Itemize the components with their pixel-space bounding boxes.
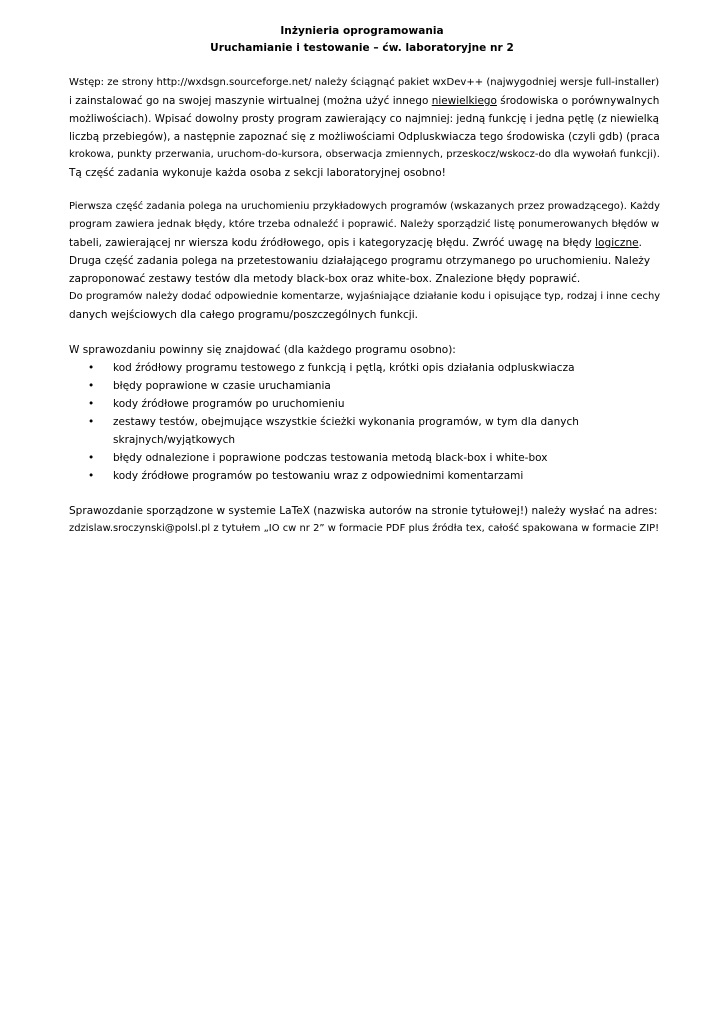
- bullet-icon: •: [88, 380, 95, 392]
- list-item-continuation: skrajnych/wyjątkowych: [113, 434, 236, 446]
- task-line-3-text-a: tabeli, zawierającej nr wiersza kodu źródłowego, opis i kategoryzację błędu. Zwróć uwagę na błędy: [69, 237, 596, 249]
- report-intro: W sprawozdaniu powinny się znajdować (dla każdego programu osobno):: [69, 344, 456, 356]
- bullet-icon: •: [88, 398, 95, 410]
- bullet-icon: •: [88, 416, 95, 428]
- task-line-6: Do programów należy dodać odpowiednie komentarze, wyjaśniające działanie kodu i opisujące typ, rodzaj i inne cechy: [69, 291, 661, 302]
- bullet-icon: •: [88, 452, 95, 464]
- bullet-icon: •: [88, 362, 95, 374]
- intro-line-5: krokowa, punkty przerwania, uruchom-do-kursora, obserwacja zmiennych, przeskocz/wskocz-do dla wywołań funkcji).: [69, 149, 660, 160]
- bullet-icon: •: [88, 470, 95, 482]
- task-line-3: [69, 237, 642, 249]
- task-line-5: zaproponować zestawy testów dla metody black-box oraz white-box. Znalezione błędy poprawić.: [69, 273, 581, 285]
- intro-line-4: liczbą przebiegów), a następnie zapoznać się z możliwościami Odpluskwiacza tego środowiska (czyli gdb) (praca: [69, 131, 660, 143]
- closing-line-2: zdzislaw.sroczynski@polsl.pl z tytułem „IO cw nr 2” w formacie PDF plus źródła tex, całość spakowana w formacie ZIP!: [69, 523, 660, 534]
- underlined-word: niewielkiego: [431, 95, 497, 107]
- intro-line-2-text-a: i zainstalować go na swojej maszynie wirtualnej (można użyć innego: [69, 95, 432, 107]
- task-line-7: danych wejściowych dla całego programu/poszczególnych funkcji.: [69, 309, 419, 321]
- underlined-word: logiczne: [595, 237, 639, 249]
- list-item: kod źródłowy programu testowego z funkcją i pętlą, krótki opis działania odpluskwiacza: [113, 362, 575, 374]
- list-item: błędy odnalezione i poprawione podczas testowania metodą black-box i white-box: [113, 452, 548, 464]
- intro-line-2-text-b: środowiska o porównywalnych: [496, 95, 660, 107]
- intro-line-1: Wstęp: ze strony http://wxdsgn.sourceforge.net/ należy ściągnąć pakiet wxDev++ (najwygodniej wersje full-installer): [69, 77, 660, 88]
- closing-line-1: Sprawozdanie sporządzone w systemie LaTeX (nazwiska autorów na stronie tytułowej!) należy wysłać na adres:: [69, 505, 658, 517]
- document-subtitle: Uruchamianie i testowanie – ćw. laboratoryjne nr 2: [210, 42, 514, 54]
- document-title: Inżynieria oprogramowania: [280, 25, 444, 37]
- list-item: błędy poprawione w czasie uruchamiania: [113, 380, 331, 392]
- intro-line-6: Tą część zadania wykonuje każda osoba z sekcji laboratoryjnej osobno!: [69, 167, 446, 179]
- task-line-4: Druga część zadania polega na przetestowaniu działającego programu otrzymanego po uruchomieniu. Należy: [69, 255, 651, 267]
- task-line-3-text-b: .: [638, 237, 642, 249]
- task-line-2: program zawiera jednak błędy, które trzeba odnaleźć i poprawić. Należy sporządzić listę ponumerowanych błędów w: [69, 219, 660, 230]
- list-item: kody źródłowe programów po testowaniu wraz z odpowiednimi komentarzami: [113, 470, 524, 482]
- list-item: zestawy testów, obejmujące wszystkie ścieżki wykonania programów, w tym dla danych: [113, 416, 579, 428]
- intro-line-3: możliwościach). Wpisać dowolny prosty program zawierający co najmniej: jedną funkcję i jedna pętlę (z niewielką: [69, 113, 659, 125]
- task-line-1: Pierwsza część zadania polega na uruchomieniu przykładowych programów (wskazanych przez prowadzącego). Każdy: [69, 201, 661, 212]
- intro-line-2: [69, 95, 659, 107]
- list-item: kody źródłowe programów po uruchomieniu: [113, 398, 345, 410]
